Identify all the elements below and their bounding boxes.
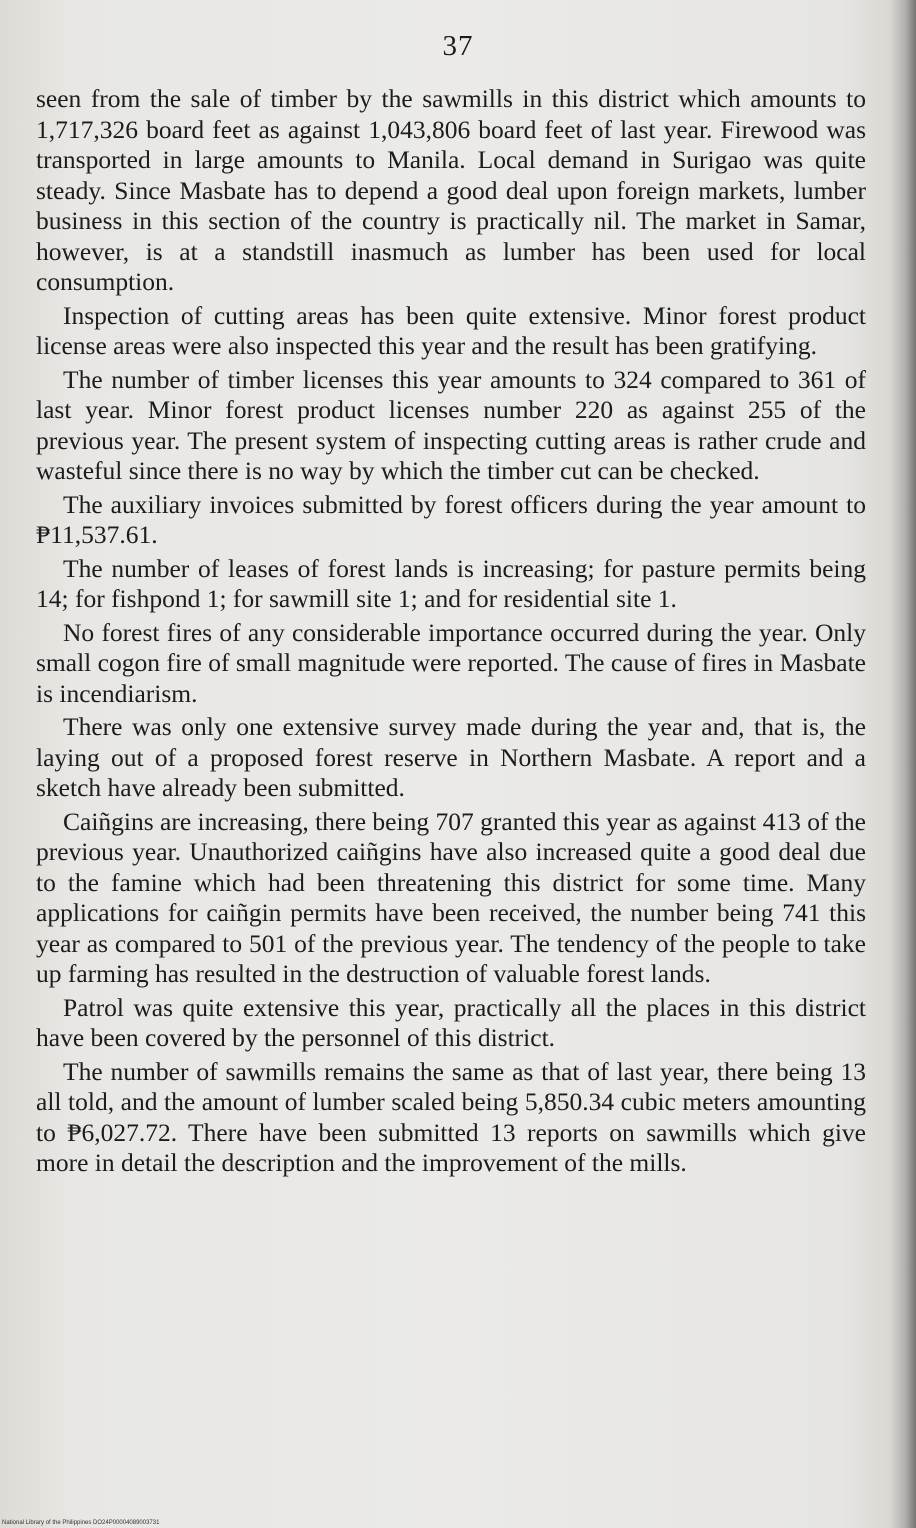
paragraph: Patrol was quite extensive this year, practically all the places in this district have been covered by the personnel of this district. — [36, 992, 866, 1052]
paragraph: The number of leases of forest lands is increasing; for pasture permits being 14; for fishpond 1; for sawmill site 1; and for residential site 1. — [36, 553, 866, 613]
paragraph: There was only one extensive survey made during the year and, that is, the laying out of a proposed forest reserve in Northern Masbate. A report and a sketch have already been submitted. — [36, 712, 866, 802]
paragraph: The number of sawmills remains the same as that of last year, there being 13 all told, and the amount of lumber scaled being 5,850.34 cubic meters amounting to ₱6,027.72. There have been submitted 13 reports on sawmills which give more in detail the description and the improvement of the mills. — [36, 1056, 866, 1177]
paragraph: Inspection of cutting areas has been quite extensive. Minor forest product license areas were also inspected this year and the result has been gratifying. — [36, 300, 866, 360]
paragraph: The auxiliary invoices submitted by forest officers during the year amount to ₱11,537.61. — [36, 489, 866, 549]
paragraph: The number of timber licenses this year amounts to 324 compared to 361 of last year. Minor forest product licenses number 220 as against 255 of the previous year. The present system of inspecting cutting areas is rather crude and wasteful since there is no way by which the timber cut can be checked. — [36, 364, 866, 485]
paragraph: Caiñgins are increasing, there being 707 granted this year as against 413 of the previous year. Unauthorized caiñgins have also increased quite a good deal due to the famine which had been threatening this district for some time. Many applications for caiñgin permits have been received, the number being 741 this year as compared to 501 of the previous year. The tendency of the people to take up farming has resulted in the destruction of valuable forest lands. — [36, 806, 867, 988]
page-number: 37 — [442, 30, 474, 62]
page-edge-shadow — [890, 0, 916, 1528]
library-footer: National Library of the Philippines DO24P00004089003731 — [2, 1520, 160, 1526]
paragraph: No forest fires of any considerable importance occurred during the year. Only small cogon fire of small magnitude were reported. The cause of fires in Masbate is incendiarism. — [36, 617, 866, 708]
paragraph: seen from the sale of timber by the sawmills in this district which amounts to 1,717,326 board feet as against 1,043,806 board feet of last year. Firewood was transported in large amounts to Manila. Local demand in Surigao was quite steady. Since Masbate has to depend a good deal upon foreign markets, lumber business in this section of the country is practically nil. The market in Samar, however, is at a standstill inasmuch as lumber has been used for local consumption. — [36, 84, 866, 296]
body-text — [36, 84, 866, 1182]
